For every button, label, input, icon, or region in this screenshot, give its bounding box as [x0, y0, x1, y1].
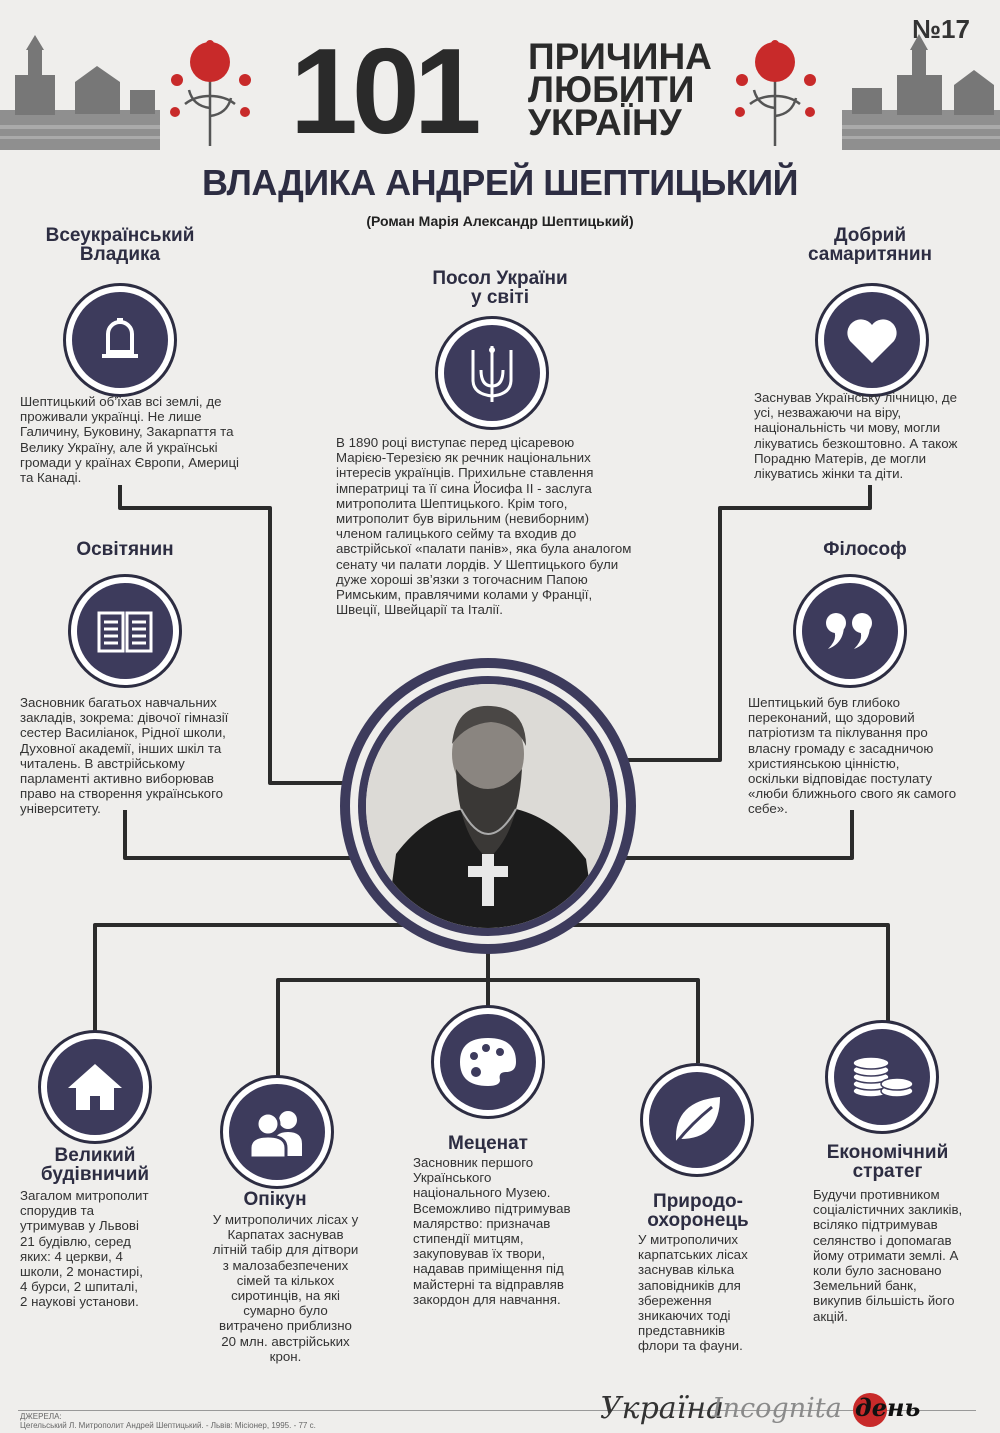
text-line: християнською цінністю,	[748, 755, 900, 771]
text-line: майстерні та відправляв	[413, 1276, 564, 1292]
text-line: літній табір для дітвори	[212, 1242, 359, 1258]
section-text-ekonom	[813, 1187, 993, 1324]
text-line: спорудив та	[20, 1203, 94, 1219]
text-line: оскільки відповідає постулату	[748, 771, 933, 787]
text-line: право на створення українського	[20, 786, 224, 802]
text-line: селянство і допомагав	[813, 1232, 952, 1248]
text-line: Українського	[413, 1170, 492, 1186]
circle-pryrodo	[640, 1063, 754, 1177]
text-line: крон.	[269, 1348, 302, 1364]
text-line: стипендії митцям,	[413, 1231, 524, 1247]
text-line: національного Музею.	[413, 1185, 551, 1201]
circle-posol	[435, 316, 549, 430]
text-line: соціалістичних закликів,	[813, 1202, 963, 1218]
text-line: сестер Василіанок, Рідної школи,	[20, 725, 226, 741]
section-text-samarytanyn	[754, 390, 984, 481]
text-line: Заснував Українську лічницю, де	[754, 390, 958, 405]
text-line: Земельний банк,	[813, 1278, 917, 1294]
text-line: представників	[638, 1323, 726, 1339]
text-line: дуже хороші зв’язки з тогочасним Папою	[336, 571, 588, 587]
section-text-budivnychyi	[20, 1188, 180, 1310]
text-line: У митрополичих	[638, 1232, 739, 1247]
section-text-pryrodo	[638, 1232, 768, 1354]
text-line: закладів, зокрема: дівочої гімназії	[20, 710, 229, 726]
text-line: австрійської «палати панів», яка була аналогом	[336, 541, 632, 557]
circle-budivnychyi	[38, 1030, 152, 1144]
trident-icon	[467, 342, 517, 404]
text-line: утримував у Львові	[20, 1218, 139, 1234]
section-title-vseukr	[20, 226, 220, 264]
section-text-filosof	[748, 695, 988, 817]
section-text-vseukr	[20, 394, 260, 485]
text-line: Порадню Матерів, де могли	[754, 450, 927, 466]
header-tagline-line2: ЛЮБИТИ	[528, 69, 695, 110]
text-line: членом галицького сейму та входив до	[336, 526, 577, 542]
text-line: сиротинців, на які	[231, 1288, 340, 1304]
text-line: сумарно було	[243, 1303, 328, 1319]
text-line: усі, незважаючи на віру,	[754, 405, 902, 421]
city-skyline-left-illustration	[0, 30, 160, 150]
section-text-mecenat	[413, 1155, 593, 1307]
text-line: «люби ближнього свого як самого	[748, 786, 957, 802]
section-title-line: стратег	[852, 1161, 923, 1182]
section-title-mecenat: Меценат	[448, 1133, 528, 1154]
text-line: В 1890 році виступає перед цісаревою	[336, 435, 575, 450]
brand-incognita: Incognita	[712, 1393, 842, 1424]
text-line: 2 наукові установи.	[20, 1294, 139, 1310]
heart-icon	[844, 315, 900, 365]
people-icon	[248, 1106, 306, 1158]
issue-number: №17	[912, 14, 970, 44]
text-line: Римським, правлячими колами у Франції,	[336, 587, 593, 603]
folk-flower-right-ornament	[730, 38, 820, 150]
text-line: лікуватись жінки та діти.	[754, 466, 904, 482]
text-line: заснував кілька	[638, 1262, 735, 1278]
text-line: громади у країнах Європи, Америці	[20, 454, 240, 470]
text-line: надавав приміщення під	[413, 1261, 564, 1277]
palette-icon	[458, 1036, 518, 1088]
text-line: Будучи противником	[813, 1187, 940, 1202]
circle-vseukr	[63, 283, 177, 397]
text-line: себе».	[748, 801, 788, 817]
header-big-number: 101	[290, 23, 476, 159]
text-line: малярство: призначав	[413, 1215, 551, 1231]
sources-text: Цегельський Л. Митрополит Андрей Шептицький. - Львів: Місіонер, 1995. - 77 с.	[20, 1421, 316, 1430]
text-line: У митрополичих лісах у	[212, 1212, 359, 1227]
text-line: імператриці та її сина Йосифа ІІ - заслуга	[336, 480, 592, 496]
text-line: митрополит був вірильним (невиборним)	[336, 511, 589, 527]
bell-icon	[92, 312, 148, 368]
text-line: зникаючих тоді	[638, 1308, 731, 1324]
text-line: Галичину, Буковину, Закарпаття та	[20, 424, 234, 440]
sources-label: ДЖЕРЕЛА:	[20, 1412, 62, 1421]
text-line: інтересів українців. Прихильне ставлення	[336, 465, 594, 481]
page-subtitle: (Роман Марія Александр Шептицький)	[366, 213, 634, 229]
section-title-posol	[390, 269, 610, 307]
text-line: Швеції, Швейцарії та Італії.	[336, 602, 503, 618]
section-title-filosof: Філософ	[823, 539, 907, 560]
text-line: університету.	[20, 801, 101, 817]
text-line: сімей та кількох	[236, 1272, 335, 1288]
text-line: читалень. В австрійському	[20, 755, 185, 771]
circle-filosof	[793, 574, 907, 688]
circle-opikun	[220, 1075, 334, 1189]
circle-mecenat	[431, 1005, 545, 1119]
text-line: переконаний, що здоровий	[748, 710, 915, 726]
house-icon	[66, 1062, 124, 1112]
section-title-line: Економічний	[826, 1142, 949, 1163]
text-line: Велику Україну, але й українські	[20, 439, 218, 455]
text-line: коли було засновано	[813, 1263, 942, 1279]
text-line: з малозабезпечених	[222, 1257, 349, 1273]
section-title-line: Всеукраїнський	[45, 225, 195, 246]
header-tagline	[528, 36, 712, 143]
text-line: проживали українці. Не лише	[20, 409, 202, 425]
circle-osvitianyn	[68, 574, 182, 688]
text-line: флори та фауни.	[638, 1338, 743, 1354]
text-line: закордон для навчання.	[413, 1291, 561, 1307]
text-line: Марією-Терезією як речник національних	[336, 450, 591, 466]
text-line: Шептицький був глибоко	[748, 695, 901, 710]
section-title-line: Великий	[54, 1145, 136, 1166]
book-icon	[95, 607, 155, 655]
portrait-frame	[340, 658, 636, 954]
folk-flower-left-ornament	[165, 38, 255, 150]
section-title-line: будівничий	[40, 1164, 150, 1185]
text-line: 21 будівлю, серед	[20, 1233, 131, 1249]
text-line: 4 бурси, 2 шпиталі,	[20, 1279, 138, 1295]
text-line: та Канаді.	[20, 470, 82, 486]
text-line: витрачено приблизно	[219, 1318, 352, 1334]
section-title-budivnychyi	[10, 1146, 180, 1184]
text-line: національність чи мову, могли	[754, 420, 941, 436]
text-line: Засновник першого	[413, 1155, 534, 1170]
text-line: 20 млн. австрійських	[221, 1333, 350, 1349]
text-line: митрополита Шептицького. Крім того,	[336, 495, 568, 511]
text-line: Карпатах заснував	[227, 1227, 344, 1243]
section-title-osvitianyn: Освітянин	[76, 539, 174, 560]
text-line: Засновник багатьох навчальних	[20, 695, 217, 710]
section-title-line: Владика	[79, 244, 161, 265]
section-title-pryrodo	[628, 1192, 768, 1230]
section-title-opikun: Опікун	[243, 1189, 307, 1210]
text-line: власну громаду є засадничою	[748, 740, 934, 756]
text-line: сенату чи палати лордів. У Шептицького були	[336, 556, 619, 572]
den-logo: день	[855, 1393, 921, 1422]
text-line: патріотизм та піклування про	[748, 725, 928, 741]
text-line: йому отримати землі. А	[813, 1247, 959, 1263]
section-title-ekonom	[800, 1143, 975, 1181]
section-title-line: Природо-	[653, 1191, 743, 1212]
coins-icon	[849, 1055, 915, 1099]
section-title-line: у світі	[471, 287, 529, 308]
city-skyline-right-illustration	[842, 30, 1000, 150]
header-tagline-line3: УКРАЇНУ	[528, 102, 682, 143]
text-line: всіляко підтримував	[813, 1217, 938, 1233]
text-line: акцій.	[813, 1308, 848, 1324]
text-line: Всеможливо підтримував	[413, 1200, 571, 1216]
circle-samarytanyn	[815, 283, 929, 397]
text-line: збереження	[638, 1292, 712, 1308]
text-line: лікуватись безкоштовно. А також	[754, 435, 958, 451]
page-title: ВЛАДИКА АНДРЕЙ ШЕПТИЦЬКИЙ	[201, 162, 799, 203]
leaf-icon	[670, 1093, 724, 1147]
section-text-opikun	[198, 1212, 373, 1364]
brand-ukraina: Україна	[600, 1391, 724, 1426]
text-line: Духовної академії, інших шкіл та	[20, 740, 222, 756]
section-title-line: охоронець	[647, 1210, 749, 1231]
header-tagline-line1: ПРИЧИНА	[528, 36, 712, 77]
text-line: карпатських лісах	[638, 1247, 748, 1263]
text-line: Загалом митрополит	[20, 1188, 149, 1203]
text-line: заповідників для	[638, 1277, 741, 1293]
text-line: парламенті активно виборював	[20, 771, 214, 787]
quote-icon	[824, 609, 876, 653]
text-line: яких: 4 церкви, 4	[20, 1248, 123, 1264]
text-line: викупив більшість його	[813, 1293, 955, 1309]
text-line: закуповував їх твори,	[413, 1246, 546, 1262]
text-line: школи, 2 монастирі,	[20, 1264, 143, 1280]
portrait-image	[366, 684, 610, 928]
section-title-line: Добрий	[833, 225, 907, 246]
text-line: Шептицький об’їхав всі землі, де	[20, 394, 222, 409]
section-text-osvitianyn	[20, 695, 270, 817]
circle-ekonom	[825, 1020, 939, 1134]
section-title-samarytanyn	[770, 226, 970, 264]
section-text-posol	[336, 435, 666, 617]
section-title-line: Посол України	[432, 268, 568, 289]
section-title-line: самаритянин	[807, 244, 933, 265]
